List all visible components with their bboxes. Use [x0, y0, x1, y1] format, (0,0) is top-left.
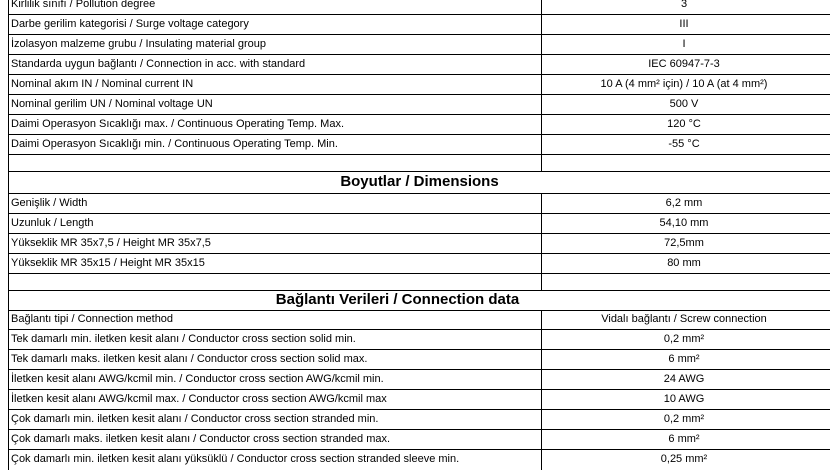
- row-label: Çok damarlı min. iletken kesit alanı yüksüklü / Conductor cross section stranded sleeve min.: [8, 450, 542, 470]
- table-row: [8, 350, 830, 370]
- empty-cell: [8, 155, 542, 171]
- row-label: Daimi Operasyon Sıcaklığı max. / Continuous Operating Temp. Max.: [8, 115, 542, 134]
- row-value: Vidalı bağlantı / Screw connection: [601, 313, 767, 325]
- row-value: 72,5mm: [664, 237, 704, 249]
- row-value: 24 AWG: [663, 373, 705, 385]
- section-title-dimensions: Boyutlar / Dimensions: [8, 172, 830, 194]
- table-row: [8, 450, 830, 470]
- table-row: [8, 75, 830, 95]
- empty-cell: [8, 274, 542, 290]
- row-label: İzolasyon malzeme grubu / Insulating material group: [8, 35, 542, 54]
- row-value: I: [682, 38, 686, 50]
- table-row: [8, 410, 830, 430]
- table-row: [8, 311, 830, 330]
- table-row: [8, 35, 830, 55]
- row-value: IEC 60947-7-3: [648, 58, 720, 70]
- row-label: Nominal akım IN / Nominal current IN: [8, 75, 542, 94]
- table-row: [8, 214, 830, 234]
- row-value: 120 °C: [667, 118, 701, 130]
- table-row: [8, 430, 830, 450]
- row-value: -55 °C: [668, 138, 700, 150]
- row-value: 80 mm: [667, 257, 701, 269]
- table-row: [8, 330, 830, 350]
- row-label: İletken kesit alanı AWG/kcmil min. / Conductor cross section AWG/kcmil min.: [8, 370, 542, 389]
- row-label: Bağlantı tipi / Connection method: [8, 311, 542, 329]
- row-label: Yükseklik MR 35x7,5 / Height MR 35x7,5: [8, 234, 542, 253]
- row-value: 500 V: [669, 98, 699, 110]
- table-row: [8, 194, 830, 214]
- row-value: 0,2 mm²: [663, 333, 705, 345]
- row-label: Tek damarlı maks. iletken kesit alanı / Conductor cross section solid max.: [8, 350, 542, 369]
- row-label: İletken kesit alanı AWG/kcmil max. / Conductor cross section AWG/kcmil max: [8, 390, 542, 409]
- table-row: [8, 254, 830, 274]
- empty-row: [8, 155, 830, 172]
- table-row: [8, 55, 830, 75]
- table-row: [8, 15, 830, 35]
- row-label: Darbe gerilim kategorisi / Surge voltage category: [8, 15, 542, 34]
- row-label: Nominal gerilim UN / Nominal voltage UN: [8, 95, 542, 114]
- row-value: 3: [680, 0, 688, 10]
- row-value: 6,2 mm: [665, 197, 703, 209]
- table-row: [8, 115, 830, 135]
- table-row: [8, 0, 830, 15]
- empty-cell: [542, 274, 830, 290]
- row-value: III: [679, 18, 689, 30]
- row-value: 0,2 mm²: [663, 413, 705, 425]
- row-value: 6 mm²: [668, 433, 700, 445]
- row-label: Çok damarlı min. iletken kesit alanı / Conductor cross section stranded min.: [8, 410, 542, 429]
- row-label: Standarda uygun bağlantı / Connection in acc. with standard: [8, 55, 542, 74]
- row-label: Kirlilik sınıfı / Pollution degree: [8, 0, 542, 14]
- row-label: Çok damarlı maks. iletken kesit alanı / Conductor cross section stranded max.: [8, 430, 542, 449]
- table-row: [8, 234, 830, 254]
- section-title-connection: Bağlantı Verileri / Connection data: [8, 291, 830, 311]
- row-value: 6 mm²: [668, 353, 700, 365]
- table-row: [8, 95, 830, 115]
- row-label: Yükseklik MR 35x15 / Height MR 35x15: [8, 254, 542, 273]
- table-row: [8, 370, 830, 390]
- row-value: 0,25 mm²: [660, 453, 708, 465]
- row-label: Genişlik / Width: [8, 194, 542, 213]
- row-label: Tek damarlı min. iletken kesit alanı / Conductor cross section solid min.: [8, 330, 542, 349]
- table-row: [8, 390, 830, 410]
- row-value: 10 A (4 mm² için) / 10 A (at 4 mm²): [600, 78, 768, 90]
- empty-cell: [542, 155, 830, 171]
- empty-row: [8, 274, 830, 291]
- row-value: 10 AWG: [663, 393, 705, 405]
- row-label: Uzunluk / Length: [8, 214, 542, 233]
- row-value: 54,10 mm: [659, 217, 709, 229]
- table-row: [8, 135, 830, 155]
- row-label: Daimi Operasyon Sıcaklığı min. / Continuous Operating Temp. Min.: [8, 135, 542, 154]
